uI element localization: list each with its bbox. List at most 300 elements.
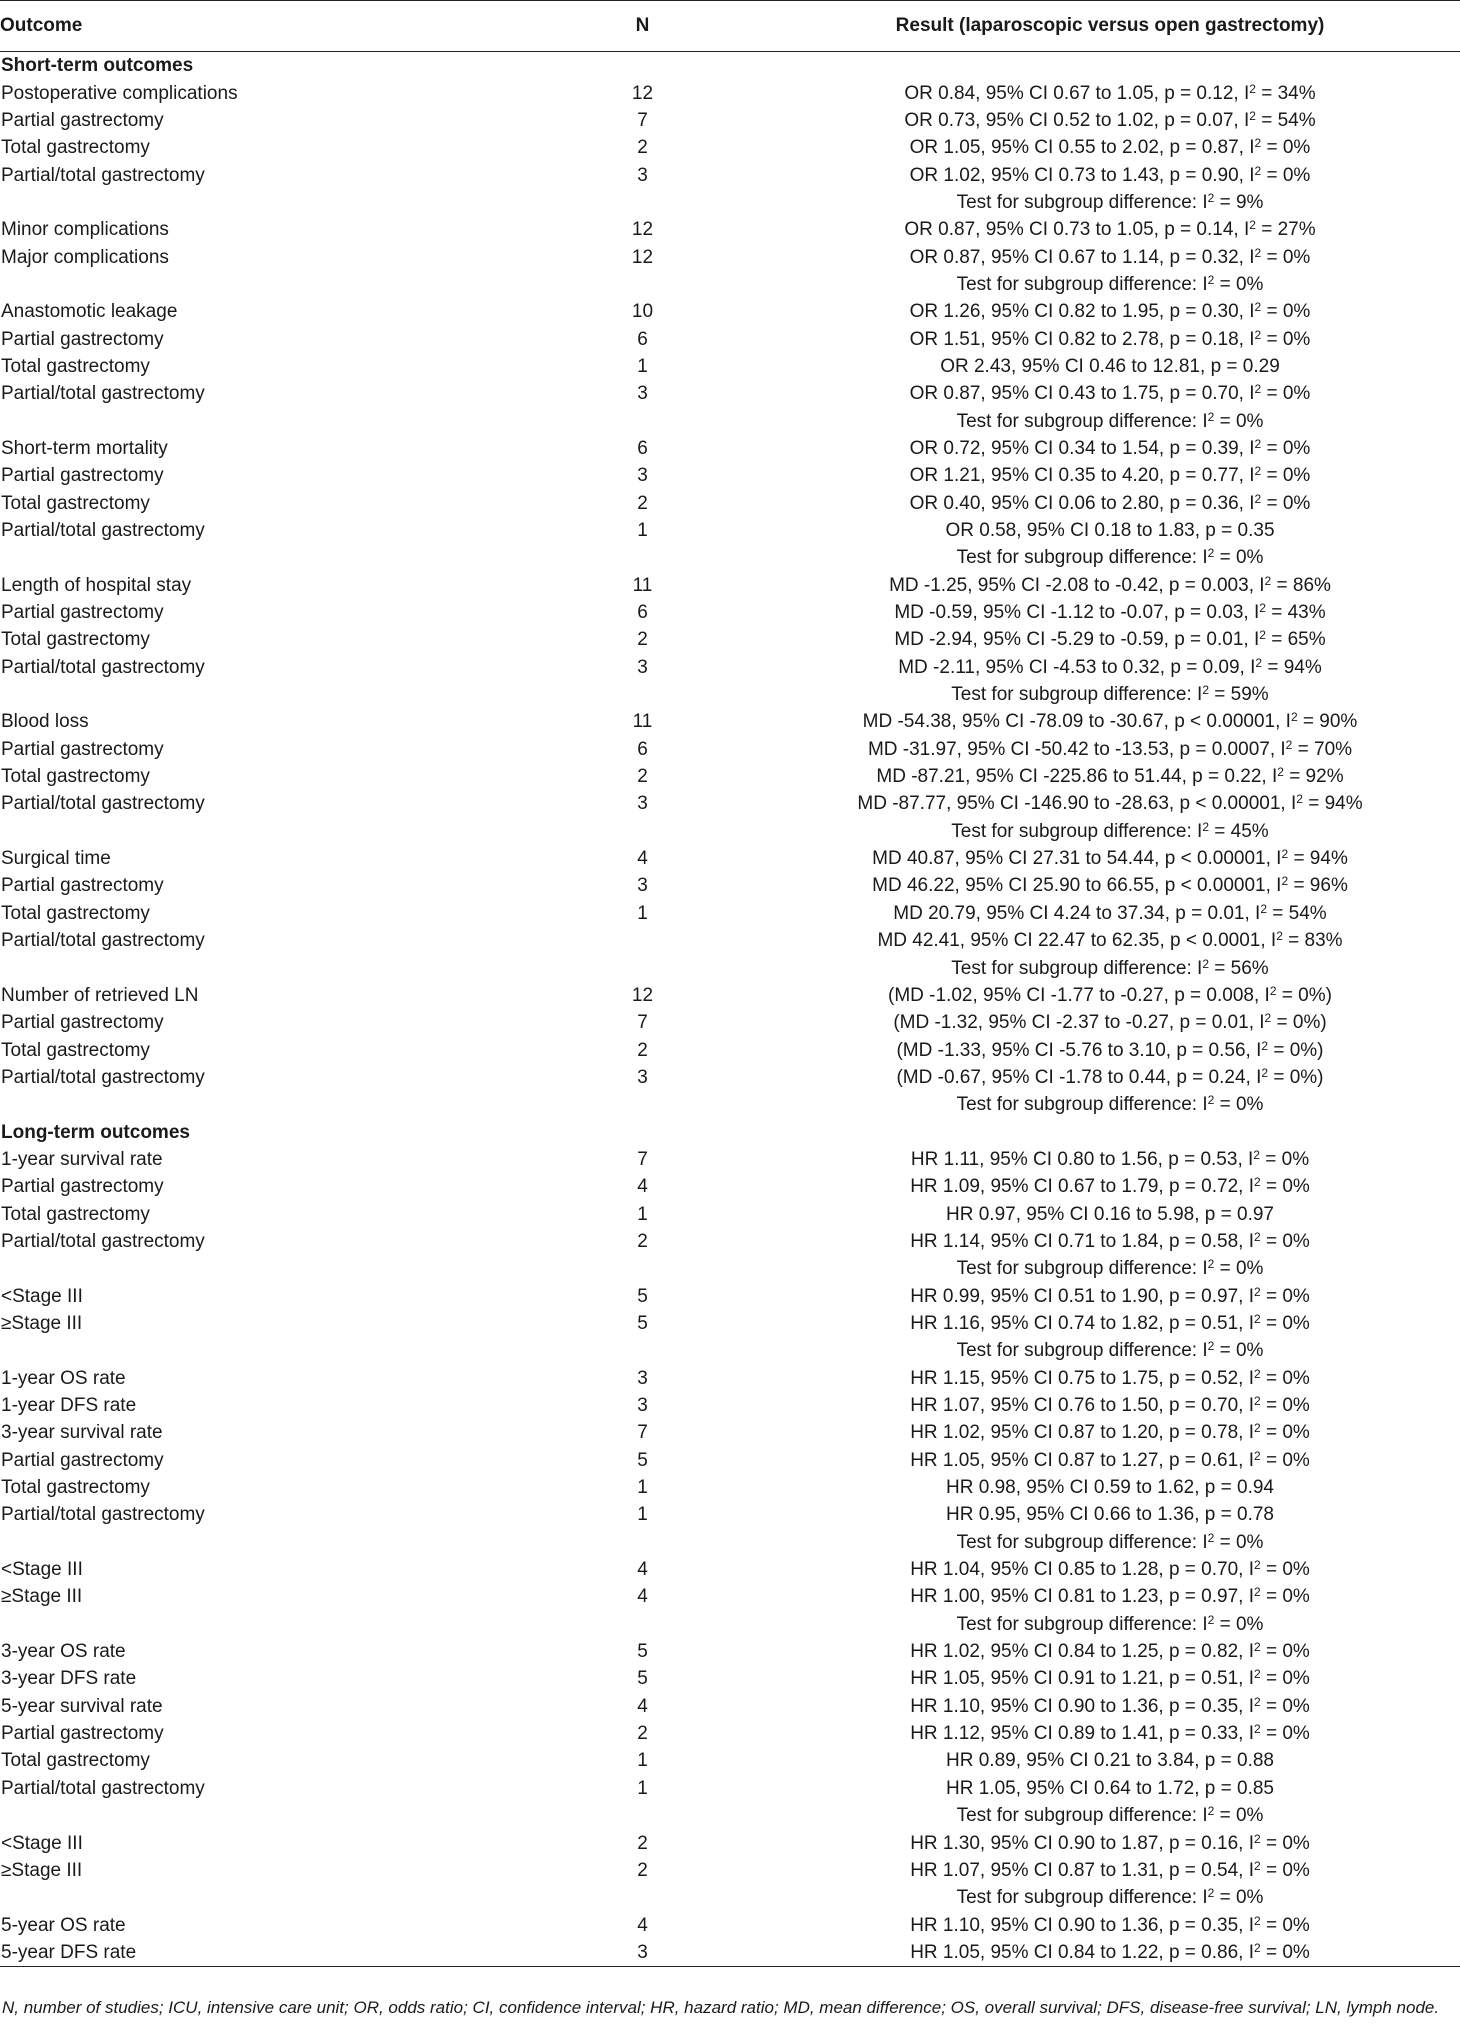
n-cell — [420, 1884, 760, 1911]
result-text: Test for subgroup difference: I — [956, 273, 1208, 295]
i2-value: = 0% — [1265, 1367, 1310, 1389]
result-cell — [760, 1583, 1460, 1610]
table-row — [0, 1228, 1460, 1255]
result-text: HR 1.12, 95% CI 0.89 to 1.41, p = 0.33, I — [910, 1723, 1254, 1745]
i2-value: = 0% — [1265, 1668, 1310, 1690]
table-row — [0, 982, 1460, 1009]
superscript-2: 2 — [1202, 683, 1210, 698]
result-text: MD 20.79, 95% CI 4.24 to 37.34, p = 0.01, I — [893, 902, 1261, 924]
table-row — [0, 462, 1460, 489]
table-row — [0, 1693, 1460, 1720]
superscript-2: 2 — [1254, 1394, 1261, 1409]
outcome-cell: Partial gastrectomy — [1, 328, 164, 350]
result-text: Test for subgroup difference: I — [956, 1340, 1208, 1362]
result-cell — [760, 161, 1460, 188]
table-row — [0, 790, 1460, 817]
i2-value: = 65% — [1271, 629, 1326, 651]
table-row — [0, 1009, 1460, 1036]
result-text: HR 1.07, 95% CI 0.87 to 1.31, p = 0.54, I — [910, 1859, 1254, 1881]
outcome-cell — [0, 407, 420, 434]
table-row — [0, 517, 1460, 544]
section-header-row — [0, 52, 1460, 80]
n-cell: 6 — [637, 738, 648, 760]
table-row — [0, 1255, 1460, 1282]
superscript-2: 2 — [1207, 1339, 1215, 1354]
result-cell — [760, 1529, 1460, 1556]
result-text: OR 1.21, 95% CI 0.35 to 4.20, p = 0.77, I — [909, 465, 1255, 487]
result-cell — [760, 1228, 1460, 1255]
result-text: MD -87.21, 95% CI -225.86 to 51.44, p = 0.22, I — [876, 766, 1278, 788]
table-row — [0, 271, 1460, 298]
result-cell — [760, 107, 1460, 134]
i2-value: = 0% — [1265, 1832, 1310, 1854]
i2-value: = 43% — [1271, 602, 1326, 624]
table-row — [0, 1282, 1460, 1309]
i2-value: = 0% — [1265, 1941, 1310, 1963]
i2-value: = 0% — [1266, 437, 1311, 459]
n-cell: 4 — [637, 1914, 648, 1936]
superscript-2: 2 — [1281, 847, 1289, 862]
result-text: MD -1.25, 95% CI -2.08 to -0.42, p = 0.003, I — [889, 574, 1265, 596]
superscript-2: 2 — [1261, 1065, 1269, 1080]
result-cell — [760, 216, 1460, 243]
superscript-2: 2 — [1207, 1093, 1215, 1108]
n-cell: 2 — [637, 1039, 648, 1061]
outcome-cell: Total gastrectomy — [1, 492, 150, 514]
outcome-cell — [0, 1802, 420, 1829]
table-row — [0, 1501, 1460, 1528]
table-row — [0, 353, 1460, 380]
n-cell: 11 — [632, 574, 653, 596]
table-row — [0, 1337, 1460, 1364]
outcome-cell: ≥Stage III — [1, 1312, 83, 1334]
result-text: HR 1.11, 95% CI 0.80 to 1.56, p = 0.53, I — [910, 1148, 1254, 1170]
n-cell: 7 — [637, 1012, 648, 1034]
i2-value: = 0% — [1266, 137, 1311, 159]
table-row — [0, 1829, 1460, 1856]
table-row — [0, 1857, 1460, 1884]
outcome-cell: Surgical time — [1, 848, 111, 870]
n-cell: 1 — [637, 1750, 648, 1772]
result-text: MD -87.77, 95% CI -146.90 to -28.63, p < 0.00001, I — [857, 793, 1297, 815]
n-cell — [420, 1118, 760, 1145]
i2-value: = 0% — [1266, 492, 1311, 514]
outcome-cell: Partial/total gastrectomy — [1, 1230, 205, 1252]
outcome-cell — [0, 1255, 420, 1282]
n-cell: 5 — [637, 1641, 648, 1663]
result-text: (MD -0.67, 95% CI -1.78 to 0.44, p = 0.24, I — [896, 1066, 1262, 1088]
result-text: Test for subgroup difference: I — [951, 820, 1203, 842]
table-row — [0, 325, 1460, 352]
outcome-cell: 1-year OS rate — [1, 1367, 126, 1389]
n-cell: 3 — [637, 875, 648, 897]
table-row — [0, 1064, 1460, 1091]
outcome-cell: Minor complications — [1, 219, 169, 241]
result-cell — [760, 1829, 1460, 1856]
n-cell: 3 — [637, 1367, 648, 1389]
n-cell: 2 — [637, 492, 648, 514]
i2-value: = 0% — [1219, 273, 1264, 295]
n-cell: 2 — [637, 766, 648, 788]
superscript-2: 2 — [1254, 1229, 1261, 1244]
superscript-2: 2 — [1207, 1804, 1215, 1819]
n-cell: 3 — [420, 1939, 760, 1967]
result-cell — [760, 1118, 1460, 1145]
outcome-cell: Major complications — [1, 246, 169, 268]
result-cell — [760, 1775, 1460, 1802]
result-cell — [760, 708, 1460, 735]
outcome-cell — [0, 954, 420, 981]
result-cell — [760, 1447, 1460, 1474]
n-cell — [420, 1337, 760, 1364]
superscript-2: 2 — [1202, 956, 1210, 971]
result-cell — [760, 380, 1460, 407]
i2-value: = 70% — [1297, 738, 1353, 760]
result-cell — [760, 1173, 1460, 1200]
superscript-2: 2 — [1277, 765, 1284, 780]
result-text: HR 1.30, 95% CI 0.90 to 1.87, p = 0.16, I — [910, 1832, 1254, 1854]
result-cell — [760, 681, 1460, 708]
superscript-2: 2 — [1254, 163, 1262, 178]
i2-value: = 0% — [1265, 1312, 1310, 1334]
superscript-2: 2 — [1254, 1175, 1261, 1190]
i2-value: = 86% — [1276, 574, 1331, 596]
outcome-cell: ≥Stage III — [1, 1586, 83, 1608]
superscript-2: 2 — [1269, 983, 1277, 998]
result-cell — [760, 134, 1460, 161]
i2-value: = 0% — [1265, 1586, 1310, 1608]
result-cell — [760, 462, 1460, 489]
table-row — [0, 1911, 1460, 1938]
i2-value: = 0% — [1265, 1395, 1310, 1417]
n-cell: 2 — [637, 137, 648, 159]
n-cell — [420, 927, 760, 954]
outcome-cell: Partial gastrectomy — [1, 1176, 164, 1198]
outcome-cell — [0, 1337, 420, 1364]
outcome-cell: Partial gastrectomy — [1, 875, 164, 897]
result-text: HR 0.99, 95% CI 0.51 to 1.90, p = 0.97, I — [910, 1285, 1254, 1307]
superscript-2: 2 — [1254, 464, 1262, 479]
outcome-cell: Partial gastrectomy — [1, 465, 164, 487]
i2-value: = 0% — [1265, 1176, 1310, 1198]
outcome-cell: <Stage III — [1, 1559, 83, 1581]
result-cell — [760, 1365, 1460, 1392]
n-cell — [420, 407, 760, 434]
table-row — [0, 572, 1460, 599]
result-cell — [760, 790, 1460, 817]
result-text: HR 1.05, 95% CI 0.91 to 1.21, p = 0.51, I — [910, 1668, 1254, 1690]
result-cell — [760, 954, 1460, 981]
i2-value: = 54% — [1261, 109, 1316, 131]
n-cell: 7 — [637, 109, 648, 131]
table-row — [0, 1529, 1460, 1556]
n-cell: 3 — [637, 1395, 648, 1417]
outcome-cell: Partial/total gastrectomy — [1, 1504, 205, 1526]
i2-value: = 0% — [1265, 1723, 1310, 1745]
table-row — [0, 1638, 1460, 1665]
superscript-2: 2 — [1254, 382, 1262, 397]
result-text: HR 0.98, 95% CI 0.59 to 1.62, p = 0.94 — [946, 1477, 1274, 1499]
result-text: MD -31.97, 95% CI -50.42 to -13.53, p = 0.0007, I — [867, 738, 1286, 760]
n-cell: 1 — [637, 1477, 648, 1499]
table-row — [0, 708, 1460, 735]
result-text: Test for subgroup difference: I — [956, 1531, 1208, 1553]
result-text: HR 1.04, 95% CI 0.85 to 1.28, p = 0.70, I — [910, 1559, 1254, 1581]
i2-value: = 0% — [1265, 1285, 1310, 1307]
i2-value: = 0% — [1219, 1258, 1264, 1280]
result-text: Test for subgroup difference: I — [956, 410, 1208, 432]
table-row — [0, 1775, 1460, 1802]
n-cell — [420, 271, 760, 298]
result-text: HR 1.14, 95% CI 0.71 to 1.84, p = 0.58, I — [910, 1230, 1254, 1252]
header-result: Result (laparoscopic versus open gastrectomy) — [760, 1, 1460, 52]
table-row — [0, 681, 1460, 708]
n-cell: 3 — [637, 1066, 648, 1088]
outcome-cell: Partial/total gastrectomy — [1, 793, 205, 815]
result-cell — [760, 325, 1460, 352]
table-row — [0, 626, 1460, 653]
result-text: OR 0.87, 95% CI 0.43 to 1.75, p = 0.70, I — [909, 383, 1255, 405]
n-cell — [420, 1529, 760, 1556]
result-text: OR 0.58, 95% CI 0.18 to 1.83, p = 0.35 — [945, 520, 1275, 542]
table-row — [0, 380, 1460, 407]
table-row — [0, 544, 1460, 571]
result-text: OR 0.72, 95% CI 0.34 to 1.54, p = 0.39, I — [909, 437, 1255, 459]
result-text: OR 1.26, 95% CI 0.82 to 1.95, p = 0.30, I — [909, 301, 1255, 323]
outcome-cell: Total gastrectomy — [1, 1203, 150, 1225]
result-text: Test for subgroup difference: I — [951, 684, 1203, 706]
table-row — [0, 79, 1460, 106]
result-text: HR 1.05, 95% CI 0.64 to 1.72, p = 0.85 — [946, 1777, 1274, 1799]
result-text: OR 2.43, 95% CI 0.46 to 12.81, p = 0.29 — [940, 355, 1280, 377]
table-row — [0, 107, 1460, 134]
superscript-2: 2 — [1249, 108, 1256, 123]
result-cell — [760, 1556, 1460, 1583]
n-cell: 1 — [637, 1777, 648, 1799]
i2-value: = 0% — [1219, 1340, 1264, 1362]
n-cell — [420, 189, 760, 216]
i2-value: = 0% — [1265, 1230, 1310, 1252]
n-cell: 2 — [637, 1859, 648, 1881]
result-cell — [760, 1200, 1460, 1227]
superscript-2: 2 — [1254, 1722, 1261, 1737]
result-text: (MD -1.32, 95% CI -2.37 to -0.27, p = 0.01, I — [893, 1012, 1265, 1034]
table-row — [0, 1310, 1460, 1337]
n-cell — [420, 681, 760, 708]
superscript-2: 2 — [1202, 819, 1210, 834]
result-text: MD -2.94, 95% CI -5.29 to -0.59, p = 0.01, I — [894, 629, 1260, 651]
superscript-2: 2 — [1264, 1011, 1272, 1026]
table-row — [0, 1365, 1460, 1392]
result-cell — [760, 1884, 1460, 1911]
i2-value: = 34% — [1261, 82, 1316, 104]
i2-value: = 0% — [1219, 547, 1264, 569]
result-cell — [760, 572, 1460, 599]
n-cell: 4 — [637, 848, 648, 870]
superscript-2: 2 — [1207, 272, 1215, 287]
table-row — [0, 1884, 1460, 1911]
n-cell — [420, 544, 760, 571]
superscript-2: 2 — [1249, 218, 1256, 233]
n-cell: 12 — [631, 82, 654, 104]
result-cell — [760, 654, 1460, 681]
superscript-2: 2 — [1207, 1612, 1215, 1627]
superscript-2: 2 — [1254, 491, 1262, 506]
outcome-cell — [0, 1529, 420, 1556]
superscript-2: 2 — [1254, 436, 1262, 451]
n-cell: 6 — [637, 602, 648, 624]
section-header-row — [0, 1118, 1460, 1145]
outcome-cell: Partial gastrectomy — [1, 109, 164, 131]
n-cell: 1 — [637, 355, 648, 377]
table-row — [0, 1747, 1460, 1774]
superscript-2: 2 — [1207, 546, 1215, 561]
table-row — [0, 134, 1460, 161]
superscript-2: 2 — [1254, 1284, 1261, 1299]
i2-value: = 0% — [1219, 1805, 1264, 1827]
result-text: HR 1.09, 95% CI 0.67 to 1.79, p = 0.72, I — [910, 1176, 1254, 1198]
n-cell: 3 — [637, 465, 648, 487]
superscript-2: 2 — [1254, 1448, 1261, 1463]
outcome-cell: Total gastrectomy — [1, 137, 150, 159]
result-cell — [760, 1501, 1460, 1528]
i2-value: = 27% — [1261, 219, 1316, 241]
section-title: Long-term outcomes — [1, 1121, 190, 1143]
result-cell — [760, 298, 1460, 325]
result-text: MD 46.22, 95% CI 25.90 to 66.55, p < 0.00001, I — [872, 875, 1282, 897]
result-text: HR 1.10, 95% CI 0.90 to 1.36, p = 0.35, I — [910, 1914, 1254, 1936]
result-text: (MD -1.02, 95% CI -1.77 to -0.27, p = 0.008, I — [888, 984, 1270, 1006]
result-text: Test for subgroup difference: I — [956, 1805, 1208, 1827]
i2-value: = 56% — [1214, 957, 1269, 979]
result-cell — [760, 435, 1460, 462]
n-cell: 3 — [637, 656, 648, 678]
result-text: HR 0.97, 95% CI 0.16 to 5.98, p = 0.97 — [946, 1203, 1274, 1225]
table-row — [0, 1091, 1460, 1118]
table-body — [0, 52, 1460, 1967]
i2-value: = 0% — [1265, 1914, 1310, 1936]
outcome-cell: Length of hospital stay — [1, 574, 192, 596]
i2-value: = 0% — [1265, 1422, 1310, 1444]
outcome-cell: Partial gastrectomy — [1, 1449, 164, 1471]
outcome-cell — [0, 1884, 420, 1911]
table-row — [0, 1665, 1460, 1692]
superscript-2: 2 — [1264, 573, 1272, 588]
result-cell — [760, 1310, 1460, 1337]
result-cell — [760, 544, 1460, 571]
superscript-2: 2 — [1254, 136, 1262, 151]
outcome-cell — [0, 544, 420, 571]
result-cell — [760, 189, 1460, 216]
outcome-cell: Partial/total gastrectomy — [1, 520, 205, 542]
n-cell: 2 — [637, 1723, 648, 1745]
result-text: HR 1.02, 95% CI 0.87 to 1.20, p = 0.78, I — [910, 1422, 1254, 1444]
result-cell — [760, 1146, 1460, 1173]
superscript-2: 2 — [1254, 1913, 1261, 1928]
table-row — [0, 243, 1460, 270]
n-cell: 2 — [637, 1832, 648, 1854]
outcome-cell: 5-year OS rate — [1, 1914, 126, 1936]
result-text: MD -0.59, 95% CI -1.12 to -0.07, p = 0.03, I — [894, 602, 1260, 624]
i2-value: = 92% — [1289, 766, 1344, 788]
i2-value: = 0% — [1266, 383, 1311, 405]
superscript-2: 2 — [1207, 1257, 1215, 1272]
result-cell — [760, 626, 1460, 653]
i2-value: = 0% — [1265, 1859, 1310, 1881]
result-text: Test for subgroup difference: I — [956, 547, 1208, 569]
superscript-2: 2 — [1254, 1940, 1261, 1955]
i2-value: = 83% — [1288, 930, 1343, 952]
outcome-cell: Partial gastrectomy — [1, 602, 164, 624]
result-text: HR 0.95, 95% CI 0.66 to 1.36, p = 0.78 — [946, 1504, 1274, 1526]
i2-value: = 96% — [1293, 875, 1348, 897]
i2-value: = 0%) — [1281, 984, 1332, 1006]
result-cell — [760, 353, 1460, 380]
n-cell: 7 — [637, 1148, 648, 1170]
superscript-2: 2 — [1276, 929, 1283, 944]
result-cell — [760, 1857, 1460, 1884]
n-cell: 1 — [637, 1504, 648, 1526]
n-cell: 2 — [637, 629, 648, 651]
result-cell — [760, 763, 1460, 790]
result-cell — [760, 1036, 1460, 1063]
n-cell: 5 — [637, 1449, 648, 1471]
result-text: Test for subgroup difference: I — [956, 1887, 1208, 1909]
table-row — [0, 216, 1460, 243]
i2-value: = 0% — [1219, 1887, 1264, 1909]
n-cell: 4 — [637, 1559, 648, 1581]
n-cell: 1 — [637, 902, 648, 924]
outcome-cell: 3-year survival rate — [1, 1422, 163, 1444]
i2-value: = 9% — [1219, 191, 1264, 213]
result-cell — [760, 1392, 1460, 1419]
n-cell: 5 — [637, 1668, 648, 1690]
outcome-cell: Total gastrectomy — [1, 355, 150, 377]
superscript-2: 2 — [1254, 1858, 1261, 1873]
table-row — [0, 1583, 1460, 1610]
superscript-2: 2 — [1254, 327, 1262, 342]
table-row — [0, 161, 1460, 188]
result-cell — [760, 1282, 1460, 1309]
outcome-cell — [0, 1611, 420, 1638]
result-cell — [760, 1474, 1460, 1501]
table-row — [0, 1802, 1460, 1829]
superscript-2: 2 — [1207, 1886, 1215, 1901]
n-cell: 6 — [637, 437, 648, 459]
outcome-cell: Total gastrectomy — [1, 1750, 150, 1772]
result-text: Test for subgroup difference: I — [956, 1258, 1208, 1280]
superscript-2: 2 — [1259, 628, 1266, 643]
superscript-2: 2 — [1254, 1831, 1261, 1846]
table-row — [0, 954, 1460, 981]
result-cell — [760, 900, 1460, 927]
outcome-cell: Partial gastrectomy — [1, 738, 164, 760]
outcome-cell: Partial/total gastrectomy — [1, 656, 205, 678]
i2-value: = 0%) — [1273, 1066, 1324, 1088]
i2-value: = 94% — [1308, 793, 1363, 815]
n-cell: 6 — [637, 328, 648, 350]
result-cell — [760, 927, 1460, 954]
result-cell — [760, 1064, 1460, 1091]
n-cell: 12 — [631, 984, 654, 1006]
outcome-cell: 1-year survival rate — [1, 1148, 163, 1170]
result-cell — [760, 490, 1460, 517]
n-cell — [420, 818, 760, 845]
superscript-2: 2 — [1261, 1038, 1269, 1053]
result-text: Test for subgroup difference: I — [956, 1613, 1208, 1635]
result-cell — [760, 1091, 1460, 1118]
table-row — [0, 736, 1460, 763]
